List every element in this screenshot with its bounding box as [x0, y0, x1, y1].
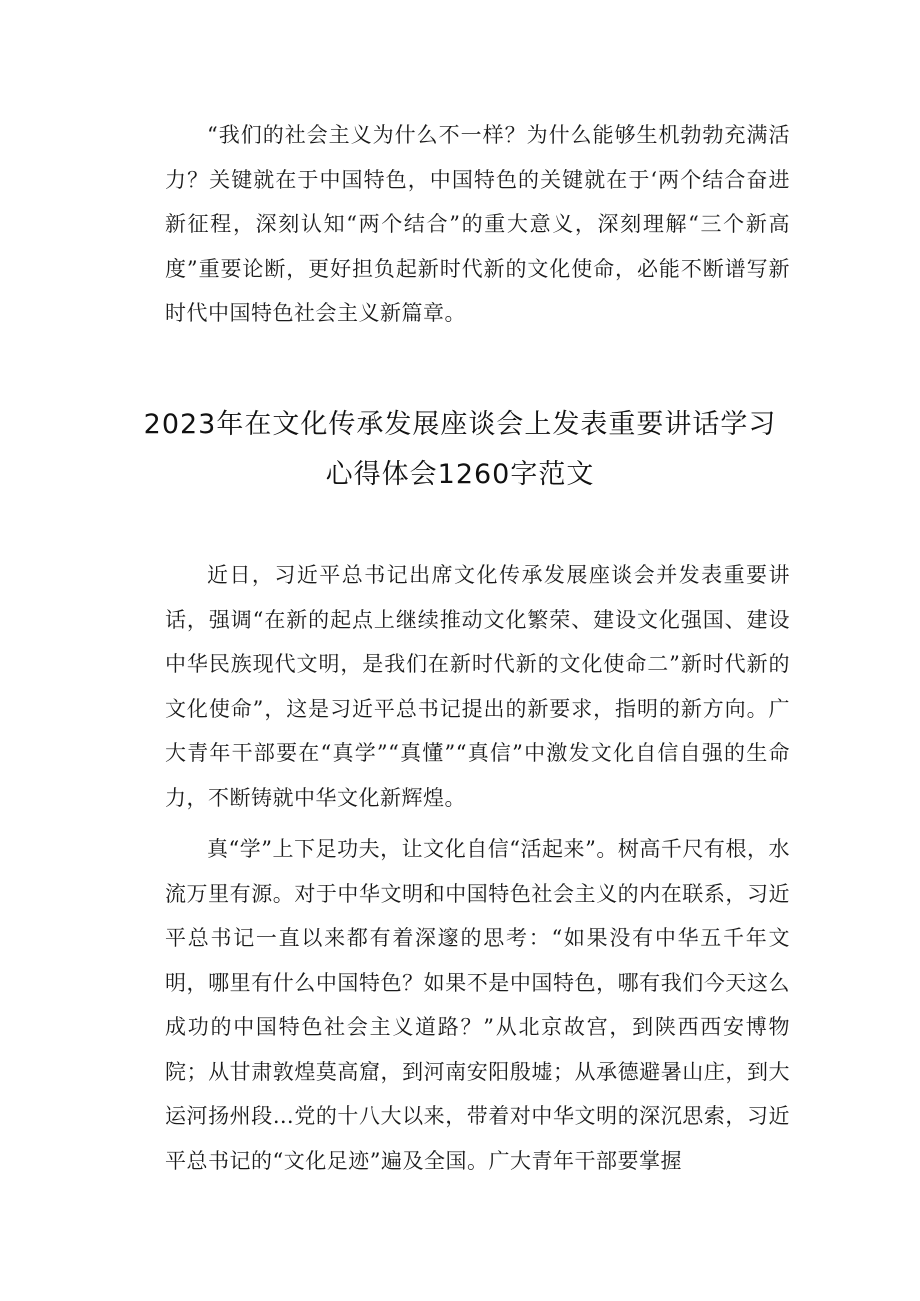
- article-title-line-1: 2023年在文化传承发展座谈会上发表重要讲话学习: [143, 409, 777, 440]
- paragraph-opening: 近日，习近平总书记出席文化传承发展座谈会并发表重要讲话，强调“在新的起点上继续推动文化繁荣、建设文化强国、建设中华民族现代文明，是我们在新时代新的文化使命二”新时代新的文化使命”，这是习近平总书记提出的新要求，指明的新方向。广大青年干部要在“真学”“真懂”“真信”中激发文化自信自强的生命力，不断铸就中华文化新辉煌。: [165, 563, 790, 810]
- article-title-line-2: 心得体会1260字范文: [325, 459, 595, 490]
- article-title: [110, 400, 810, 500]
- paragraph-intro-conclusion: “我们的社会主义为什么不一样？为什么能够生机勃勃充满活力？关键就在于中国特色，中国特色的关键就在于‘两个结合奋进新征程，深刻认知“两个结合”的重大意义，深刻理解“三个新高度”重要论断，更好担负起新时代新的文化使命，必能不断谱写新时代中国特色社会主义新篇章。: [165, 123, 790, 325]
- paragraph-true-learning: 真“学”上下足功夫，让文化自信“活起来”。树高千尺有根，水流万里有源。对于中华文明和中国特色社会主义的内在联系，习近平总书记一直以来都有着深邃的思考：“如果没有中华五千年文明，哪里有什么中国特色？如果不是中国特色，哪有我们今天这么成功的中国特色社会主义道路？”从北京故宫，到陕西西安博物院；从甘肃敦煌莫高窟，到河南安阳殷墟；从承德避暑山庄，到大运河扬州段…党的十八大以来，带着对中华文明的深沉思索，习近平总书记的“文化足迹”遍及全国。广大青年干部要掌握: [165, 837, 790, 1173]
